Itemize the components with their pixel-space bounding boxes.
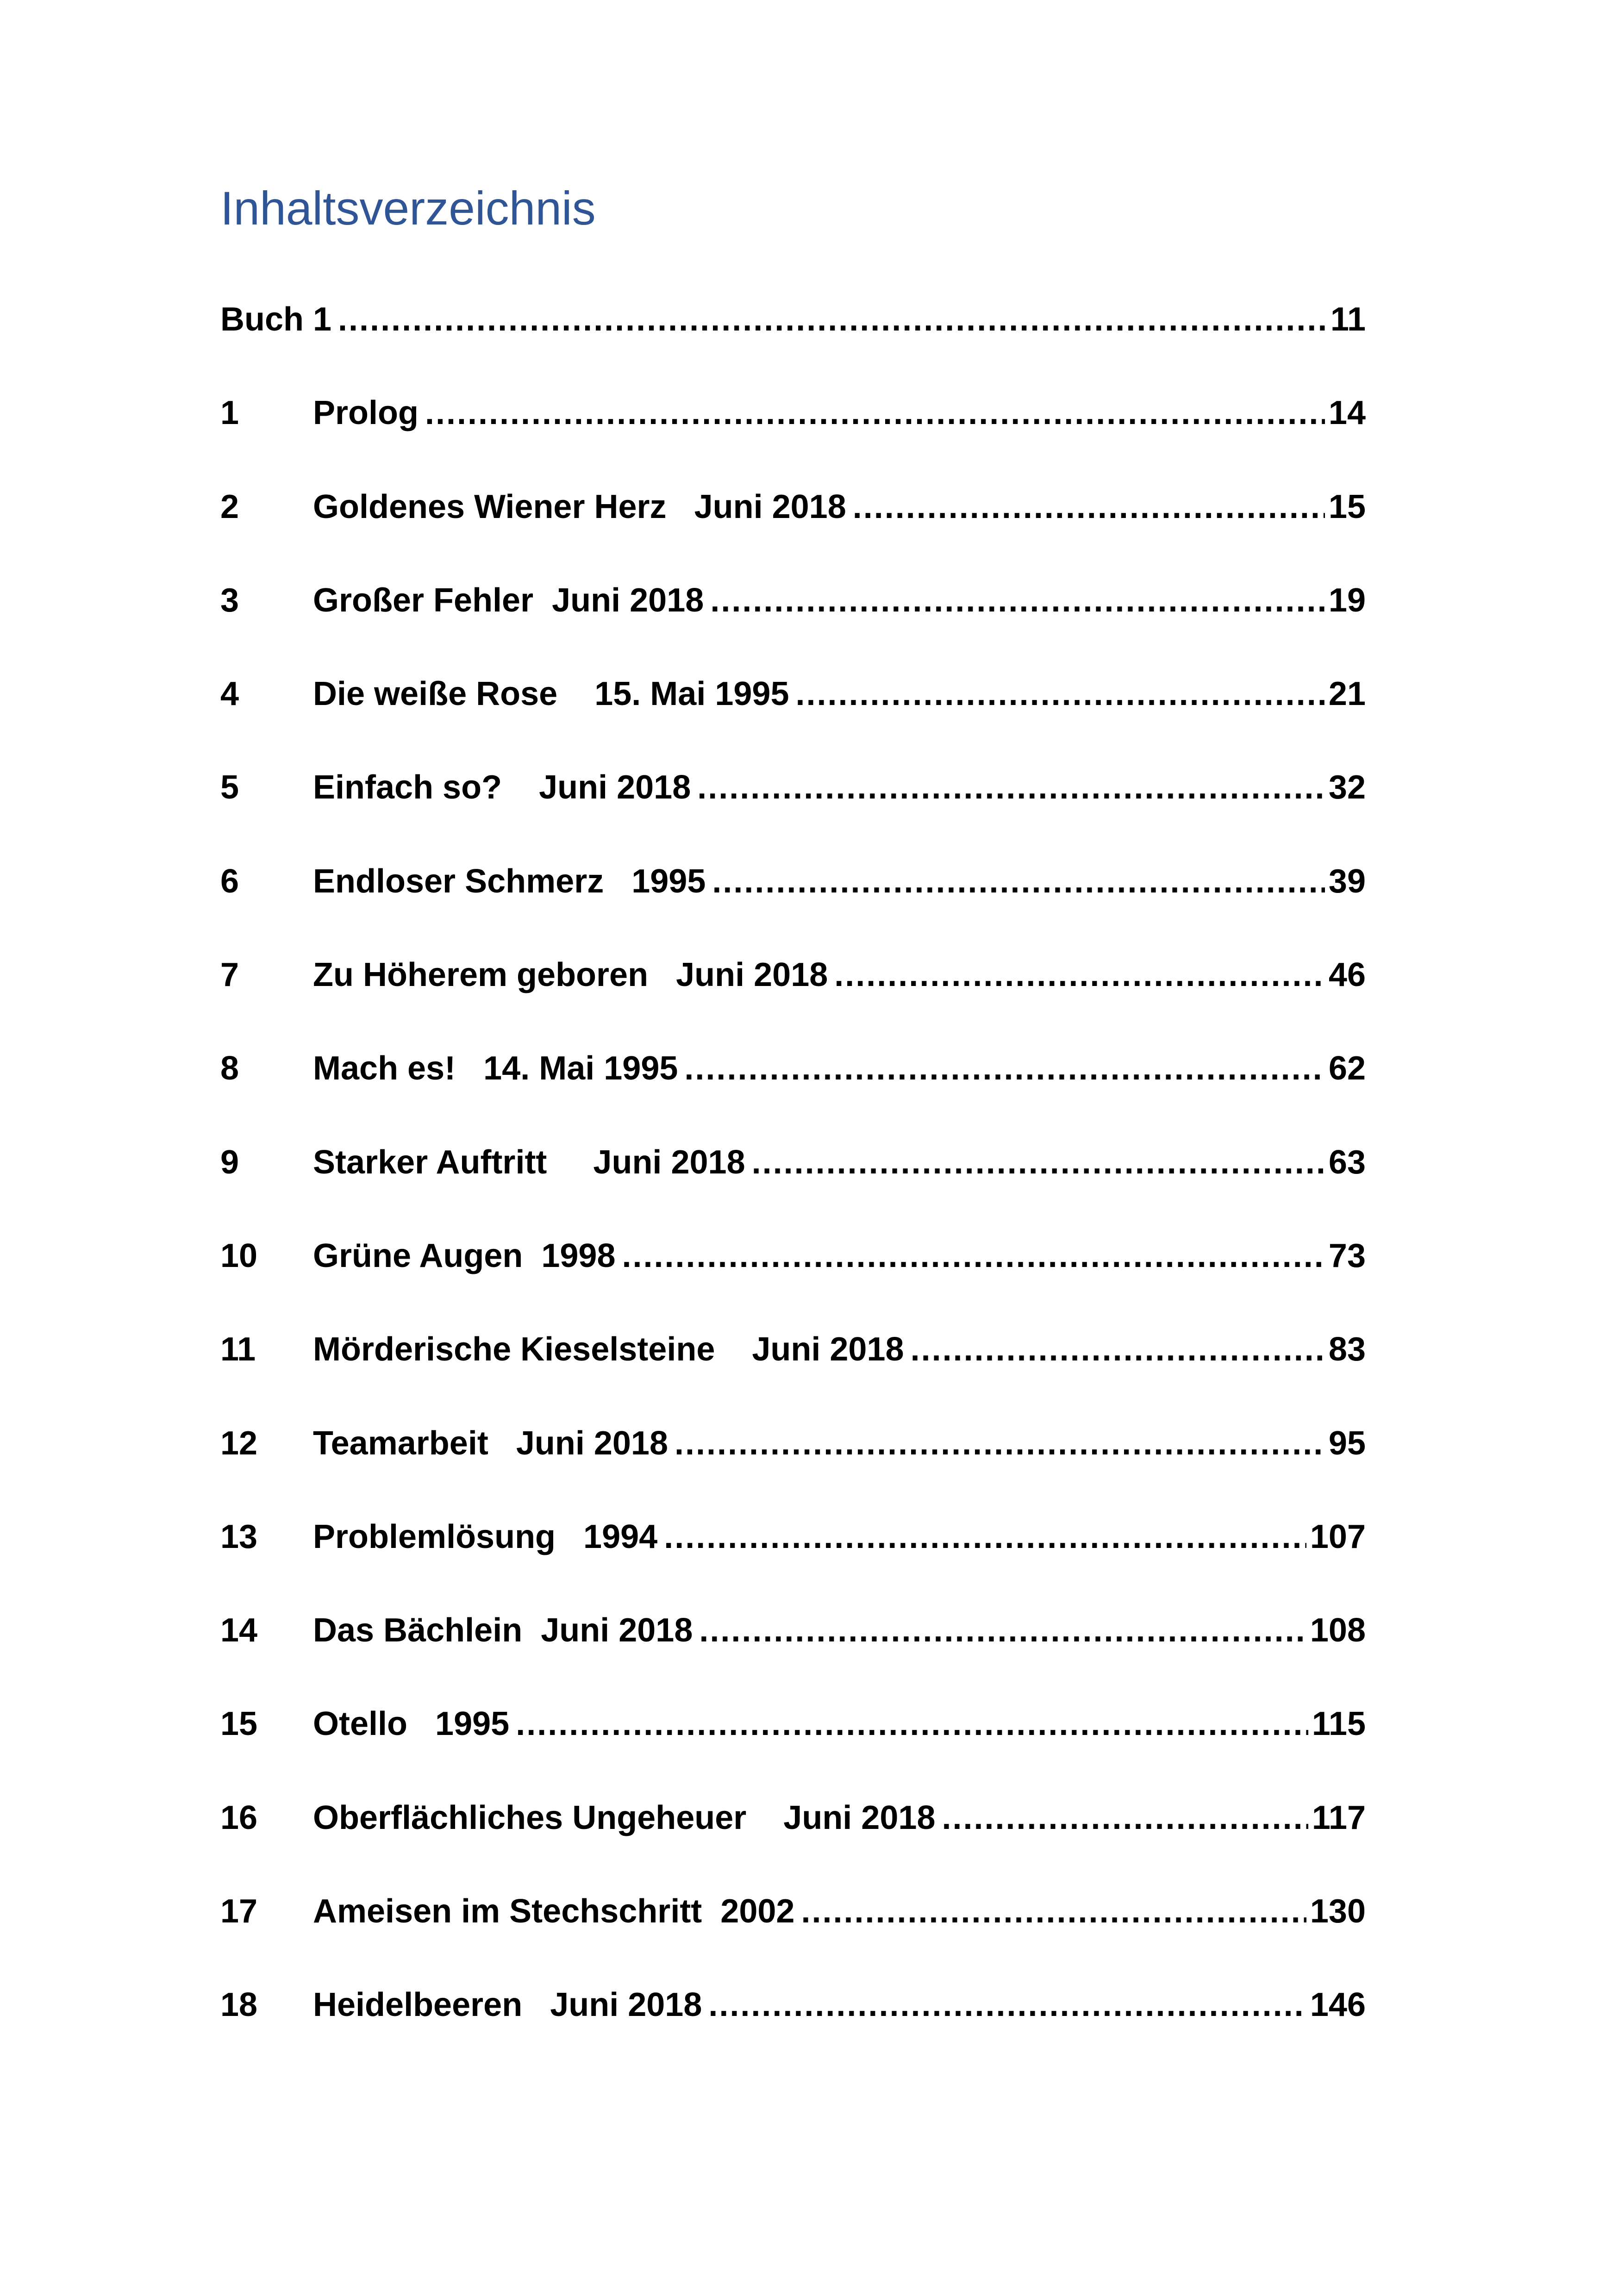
toc-entry-title: Problemlösung 1994	[313, 1518, 658, 1555]
toc-chapter-number: 8	[220, 1050, 239, 1087]
toc-page-number: 11	[1330, 301, 1366, 338]
toc-entry-title: Grüne Augen 1998	[313, 1237, 616, 1274]
toc-page-number: 39	[1328, 862, 1366, 900]
toc-entry-title: Endloser Schmerz 1995	[313, 862, 706, 900]
toc-page-number: 83	[1328, 1331, 1366, 1368]
toc-entry-12[interactable]	[220, 1420, 1366, 1514]
toc-page-number: 14	[1328, 394, 1366, 432]
toc-entry-title: Das Bächlein Juni 2018	[313, 1612, 693, 1649]
toc-chapter-number: 17	[220, 1893, 258, 1930]
toc-chapter-number: 11	[220, 1331, 256, 1368]
toc-chapter-number: 3	[220, 581, 239, 619]
toc-dot-leader	[801, 1888, 1306, 1934]
toc-entry-title: Einfach so? Juni 2018	[313, 769, 691, 806]
toc-entry-title: Die weiße Rose 15. Mai 1995	[313, 675, 789, 713]
toc-page-number: 63	[1328, 1143, 1366, 1181]
toc-entry-title: Goldenes Wiener Herz Juni 2018	[313, 488, 846, 525]
toc-entry-title: Heidelbeeren Juni 2018	[313, 1986, 702, 2024]
toc-chapter-number: 15	[220, 1705, 258, 1743]
toc-entry-9[interactable]	[220, 1139, 1366, 1233]
toc-chapter-number: 2	[220, 488, 239, 525]
toc-entry-10[interactable]	[220, 1233, 1366, 1326]
toc-entry-3[interactable]	[220, 577, 1366, 671]
toc-entry-7[interactable]	[220, 952, 1366, 1045]
toc-entry-2[interactable]	[220, 484, 1366, 577]
toc-dot-leader	[425, 390, 1325, 436]
toc-entry-title: Mörderische Kieselsteine Juni 2018	[313, 1331, 904, 1368]
toc-entry-1[interactable]	[220, 390, 1366, 483]
toc-entry-15[interactable]	[220, 1701, 1366, 1794]
toc-chapter-number: 6	[220, 862, 239, 900]
toc-entry-buch-1[interactable]	[220, 296, 1366, 390]
toc-dot-leader	[942, 1795, 1308, 1841]
toc-dot-leader	[708, 1982, 1306, 2028]
toc-chapter-number: 13	[220, 1518, 258, 1555]
toc-dot-leader	[664, 1514, 1306, 1560]
toc-page-number: 32	[1328, 769, 1366, 806]
toc-dot-leader	[834, 952, 1325, 998]
toc-chapter-number: 16	[220, 1799, 258, 1836]
toc-page-number: 115	[1312, 1705, 1366, 1743]
toc-dot-leader	[338, 296, 1327, 343]
toc-chapter-number: 12	[220, 1424, 258, 1462]
toc-chapter-number: 9	[220, 1143, 239, 1181]
toc-entry-17[interactable]	[220, 1888, 1366, 1982]
toc-entry-16[interactable]	[220, 1795, 1366, 1888]
toc-entry-title: Zu Höherem geboren Juni 2018	[313, 956, 828, 994]
toc-dot-leader	[699, 1607, 1306, 1653]
toc-entry-11[interactable]	[220, 1326, 1366, 1420]
toc-dot-leader	[516, 1701, 1308, 1747]
toc-page-number: 117	[1312, 1799, 1366, 1836]
toc-page-number: 15	[1328, 488, 1366, 525]
toc-entry-title: Otello 1995	[313, 1705, 510, 1743]
toc-page-number: 19	[1328, 581, 1366, 619]
toc-entry-13[interactable]	[220, 1514, 1366, 1607]
toc-dot-leader	[853, 484, 1325, 530]
toc-page-number: 95	[1328, 1424, 1366, 1462]
toc-dot-leader	[675, 1420, 1325, 1466]
toc-entry-5[interactable]	[220, 764, 1366, 858]
toc-entry-18[interactable]	[220, 1982, 1366, 2075]
toc-entry-8[interactable]	[220, 1045, 1366, 1139]
toc-page-number: 146	[1310, 1986, 1366, 2024]
toc-list	[220, 296, 1366, 2076]
toc-entry-4[interactable]	[220, 671, 1366, 764]
toc-chapter-number: 4	[220, 675, 239, 713]
toc-chapter-number: 1	[220, 394, 239, 432]
toc-page-number: 73	[1328, 1237, 1366, 1274]
toc-entry-title: Buch 1	[220, 301, 332, 338]
toc-entry-title: Mach es! 14. Mai 1995	[313, 1050, 678, 1087]
toc-entry-title: Großer Fehler Juni 2018	[313, 581, 704, 619]
toc-page-number: 62	[1328, 1050, 1366, 1087]
toc-page-number: 21	[1328, 675, 1366, 713]
toc-dot-leader	[796, 671, 1325, 717]
toc-entry-title: Ameisen im Stechschritt 2002	[313, 1893, 795, 1930]
toc-dot-leader	[712, 858, 1325, 905]
toc-dot-leader	[684, 1045, 1324, 1092]
toc-dot-leader	[622, 1233, 1325, 1279]
toc-page-number: 107	[1310, 1518, 1366, 1555]
toc-chapter-number: 18	[220, 1986, 258, 2024]
toc-entry-title: Oberflächliches Ungeheuer Juni 2018	[313, 1799, 936, 1836]
toc-page-number: 130	[1310, 1893, 1366, 1930]
toc-chapter-number: 10	[220, 1237, 258, 1274]
toc-chapter-number: 7	[220, 956, 239, 994]
toc-entry-14[interactable]	[220, 1607, 1366, 1701]
toc-chapter-number: 14	[220, 1612, 258, 1649]
toc-entry-title: Teamarbeit Juni 2018	[313, 1424, 668, 1462]
toc-heading: Inhaltsverzeichnis	[220, 182, 596, 235]
toc-chapter-number: 5	[220, 769, 239, 806]
toc-dot-leader	[752, 1139, 1325, 1185]
toc-entry-6[interactable]	[220, 858, 1366, 952]
toc-dot-leader	[710, 577, 1325, 624]
toc-entry-title: Starker Auftritt Juni 2018	[313, 1143, 745, 1181]
toc-dot-leader	[697, 764, 1325, 811]
toc-page-number: 46	[1328, 956, 1366, 994]
toc-page-number: 108	[1310, 1612, 1366, 1649]
toc-dot-leader	[911, 1326, 1325, 1373]
toc-entry-title: Prolog	[313, 394, 419, 432]
